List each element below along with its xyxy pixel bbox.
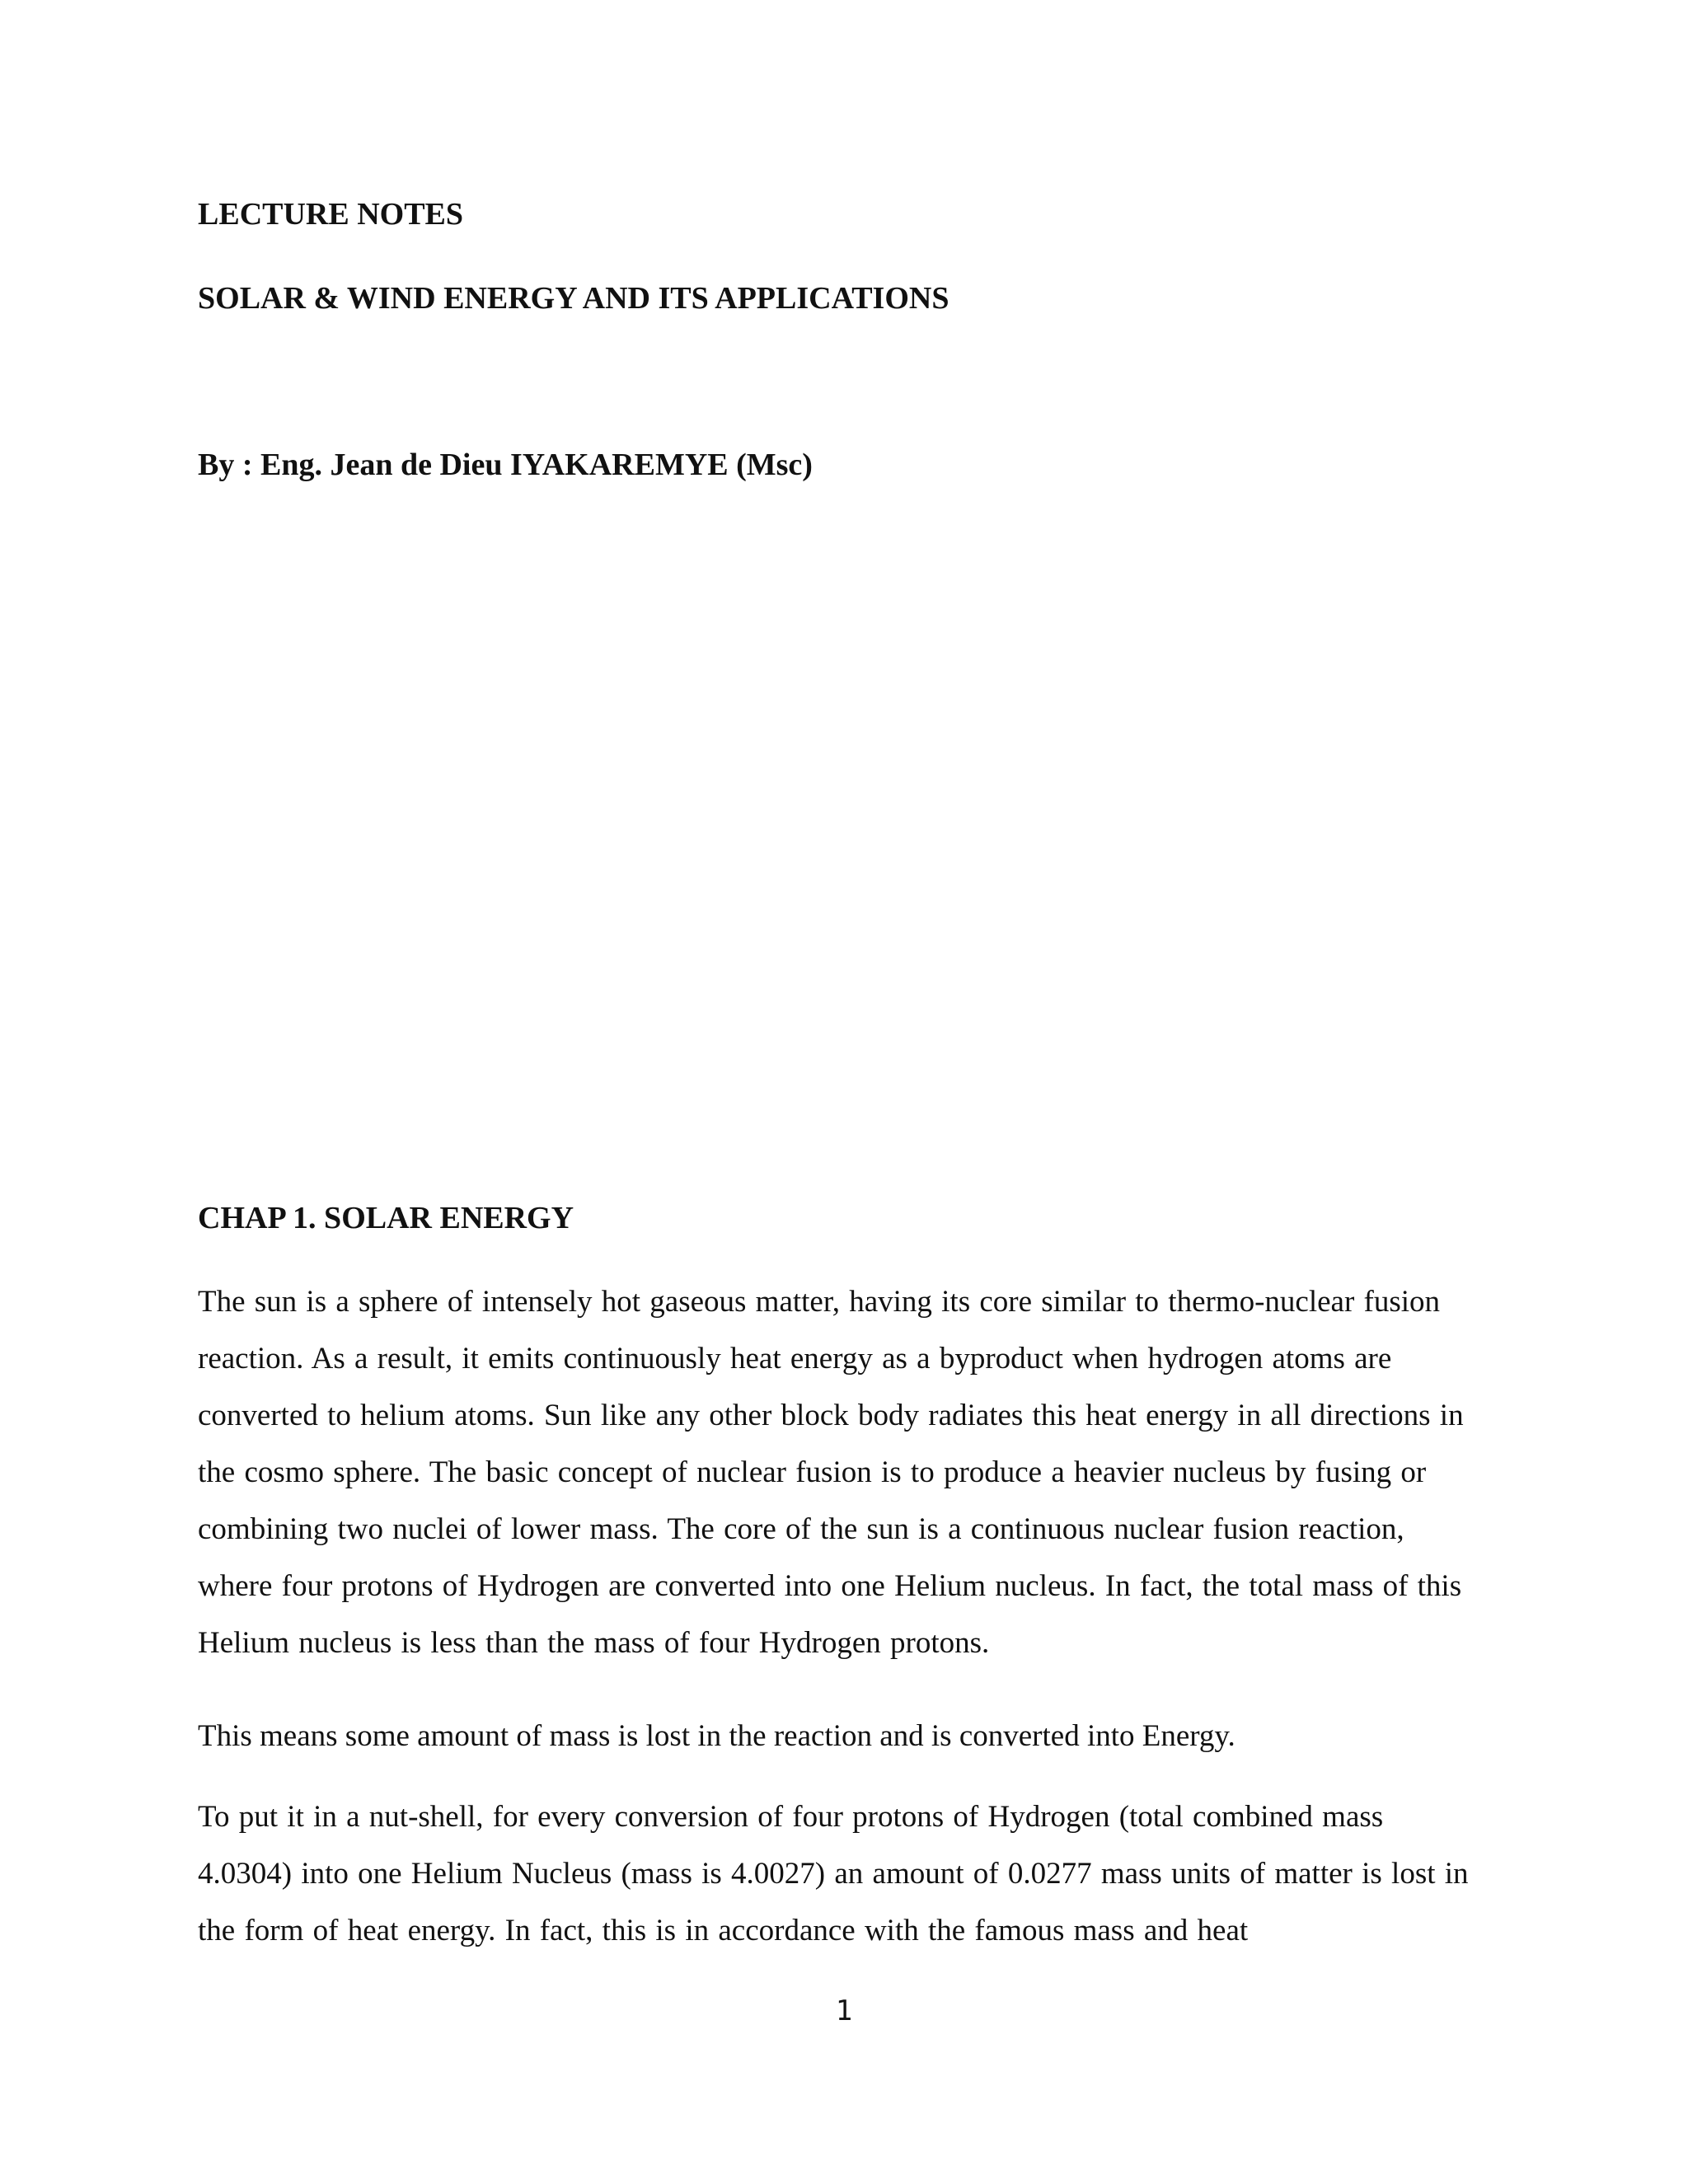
chapter-heading: CHAP 1. SOLAR ENERGY bbox=[198, 1201, 574, 1235]
author-line: By : Eng. Jean de Dieu IYAKAREMYE (Msc) bbox=[198, 448, 813, 482]
course-title: SOLAR & WIND ENERGY AND ITS APPLICATIONS bbox=[198, 281, 950, 316]
paragraph-mass-loss: This means some amount of mass is lost in the reaction and is converted into Energy. bbox=[198, 1719, 1236, 1753]
page-number: 1 bbox=[835, 1994, 853, 2027]
paragraph-nutshell: To put it in a nut-shell, for every conversion of four protons of Hydrogen (total combined mass 4.0304) into one Helium Nucleus (mass is 4.0027) an amount of 0.0277 mass units of matter is lost in the form of heat energy. In fact, this is in accordance with the famous mass and heat bbox=[198, 1800, 1469, 1947]
lecture-notes-title: LECTURE NOTES bbox=[198, 197, 464, 232]
paragraph-sun-fusion: The sun is a sphere of intensely hot gaseous matter, having its core similar to thermo-nuclear fusion reaction. As a result, it emits continuously heat energy as a byproduct when hydrogen atoms are converted to helium atoms. Sun like any other block body radiates this heat energy in all directions in the cosmo sphere. The basic concept of nuclear fusion is to produce a heavier nucleus by fusing or combining two nuclei of lower mass. The core of the sun is a continuous nuclear fusion reaction, where four protons of Hydrogen are converted into one Helium nucleus. In fact, the total mass of this Helium nucleus is less than the mass of four Hydrogen protons. bbox=[198, 1285, 1464, 1660]
